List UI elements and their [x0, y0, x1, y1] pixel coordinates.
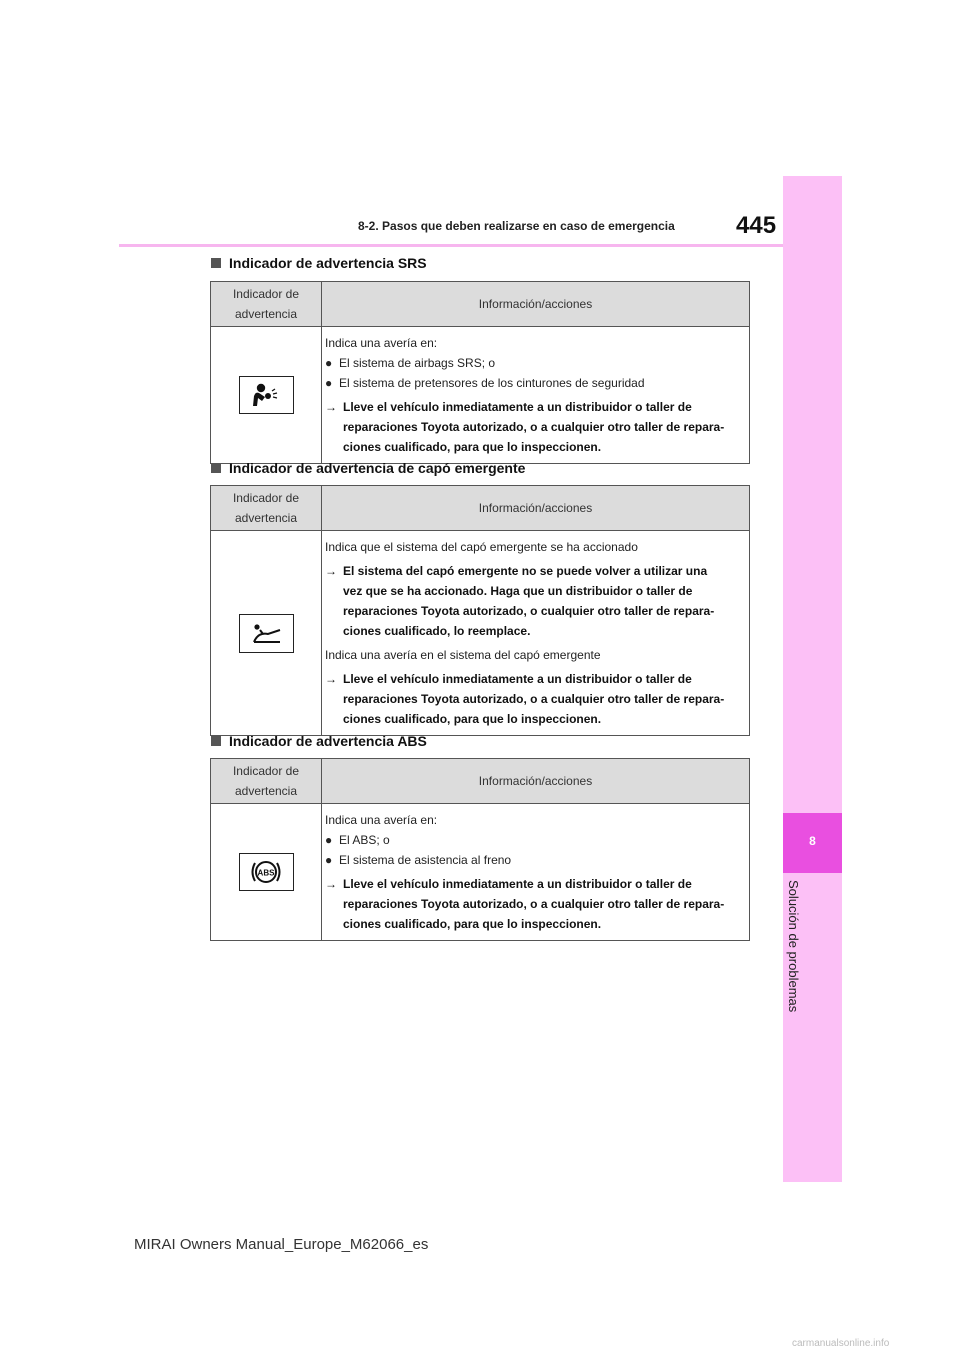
- table-header-row: [211, 282, 750, 327]
- info-intro: Indica una avería en:: [325, 336, 438, 350]
- srs-warning-table: [210, 281, 750, 464]
- column-header-indicator: Indicador de advertencia: [211, 759, 322, 804]
- table-row: [211, 327, 750, 464]
- info-intro: Indica una avería en el sistema del capó emergente: [325, 648, 601, 662]
- pop-up-hood-icon: [239, 614, 294, 653]
- header-rule: [119, 244, 783, 247]
- square-bullet-icon: [211, 463, 221, 473]
- section-header: 8-2. Pasos que deben realizarse en caso de emergencia: [358, 219, 675, 233]
- column-header-info: Información/acciones: [322, 282, 750, 327]
- table-header-row: [211, 486, 750, 531]
- action-instruction: → El sistema del capó emergente no se puede volver a utilizar una vez que se ha accionado. Haga que un distribuidor o taller de reparaciones Toyota autorizado, o cualquier otro taller de repara- ciones cualificado, lo reemplace.: [325, 564, 715, 638]
- column-header-indicator: Indicador de advertencia: [211, 282, 322, 327]
- abs-warning-table: [210, 758, 750, 941]
- info-cell: [322, 531, 750, 736]
- chapter-title: Solución de problemas: [786, 880, 801, 1013]
- column-header-info: Información/acciones: [322, 759, 750, 804]
- svg-text:ABS: ABS: [257, 868, 275, 878]
- footer-manual-id: MIRAI Owners Manual_Europe_M62066_es: [134, 1236, 429, 1253]
- column-header-indicator: Indicador de advertencia: [211, 486, 322, 531]
- info-cell: [322, 804, 750, 941]
- section-title-popup-hood: Indicador de advertencia de capó emergente: [211, 460, 525, 476]
- action-instruction: → Lleve el vehículo inmediatamente a un distribuidor o taller de reparaciones Toyota autorizado, o a cualquier otro taller de repara- ciones cualificado, para que lo inspeccionen.: [325, 672, 725, 726]
- abs-icon: [239, 853, 294, 891]
- info-cell: [322, 327, 750, 464]
- side-chapter-tab: [783, 176, 842, 1182]
- table-header-row: [211, 759, 750, 804]
- indicator-cell: [211, 804, 322, 941]
- info-intro: Indica una avería en:: [325, 813, 438, 827]
- popup-hood-warning-table: [210, 485, 750, 736]
- page-number: 445: [736, 212, 777, 239]
- action-instruction: → Lleve el vehículo inmediatamente a un distribuidor o taller de reparaciones Toyota autorizado, o a cualquier otro taller de repara- ciones cualificado, para que lo inspeccionen.: [325, 400, 725, 454]
- section-title-srs: Indicador de advertencia SRS: [211, 255, 427, 271]
- indicator-cell: [211, 531, 322, 736]
- info-intro: Indica que el sistema del capó emergente se ha accionado: [325, 540, 638, 554]
- list-item: ● El sistema de airbags SRS; o: [325, 356, 496, 370]
- chapter-number: 8: [809, 834, 816, 848]
- action-instruction: → Lleve el vehículo inmediatamente a un distribuidor o taller de reparaciones Toyota autorizado, o a cualquier otro taller de repara- ciones cualificado, para que lo inspeccionen.: [325, 877, 725, 931]
- square-bullet-icon: [211, 736, 221, 746]
- table-row: [211, 804, 750, 941]
- table-row: [211, 531, 750, 736]
- indicator-cell: [211, 327, 322, 464]
- srs-airbag-icon: [239, 376, 294, 414]
- list-item: ● El ABS; o: [325, 833, 390, 847]
- list-item: ● El sistema de pretensores de los cinturones de seguridad: [325, 376, 645, 390]
- section-title-abs: Indicador de advertencia ABS: [211, 733, 427, 749]
- watermark: carmanualsonline.info: [792, 1338, 890, 1349]
- square-bullet-icon: [211, 258, 221, 268]
- column-header-info: Información/acciones: [322, 486, 750, 531]
- list-item: ● El sistema de asistencia al freno: [325, 853, 512, 867]
